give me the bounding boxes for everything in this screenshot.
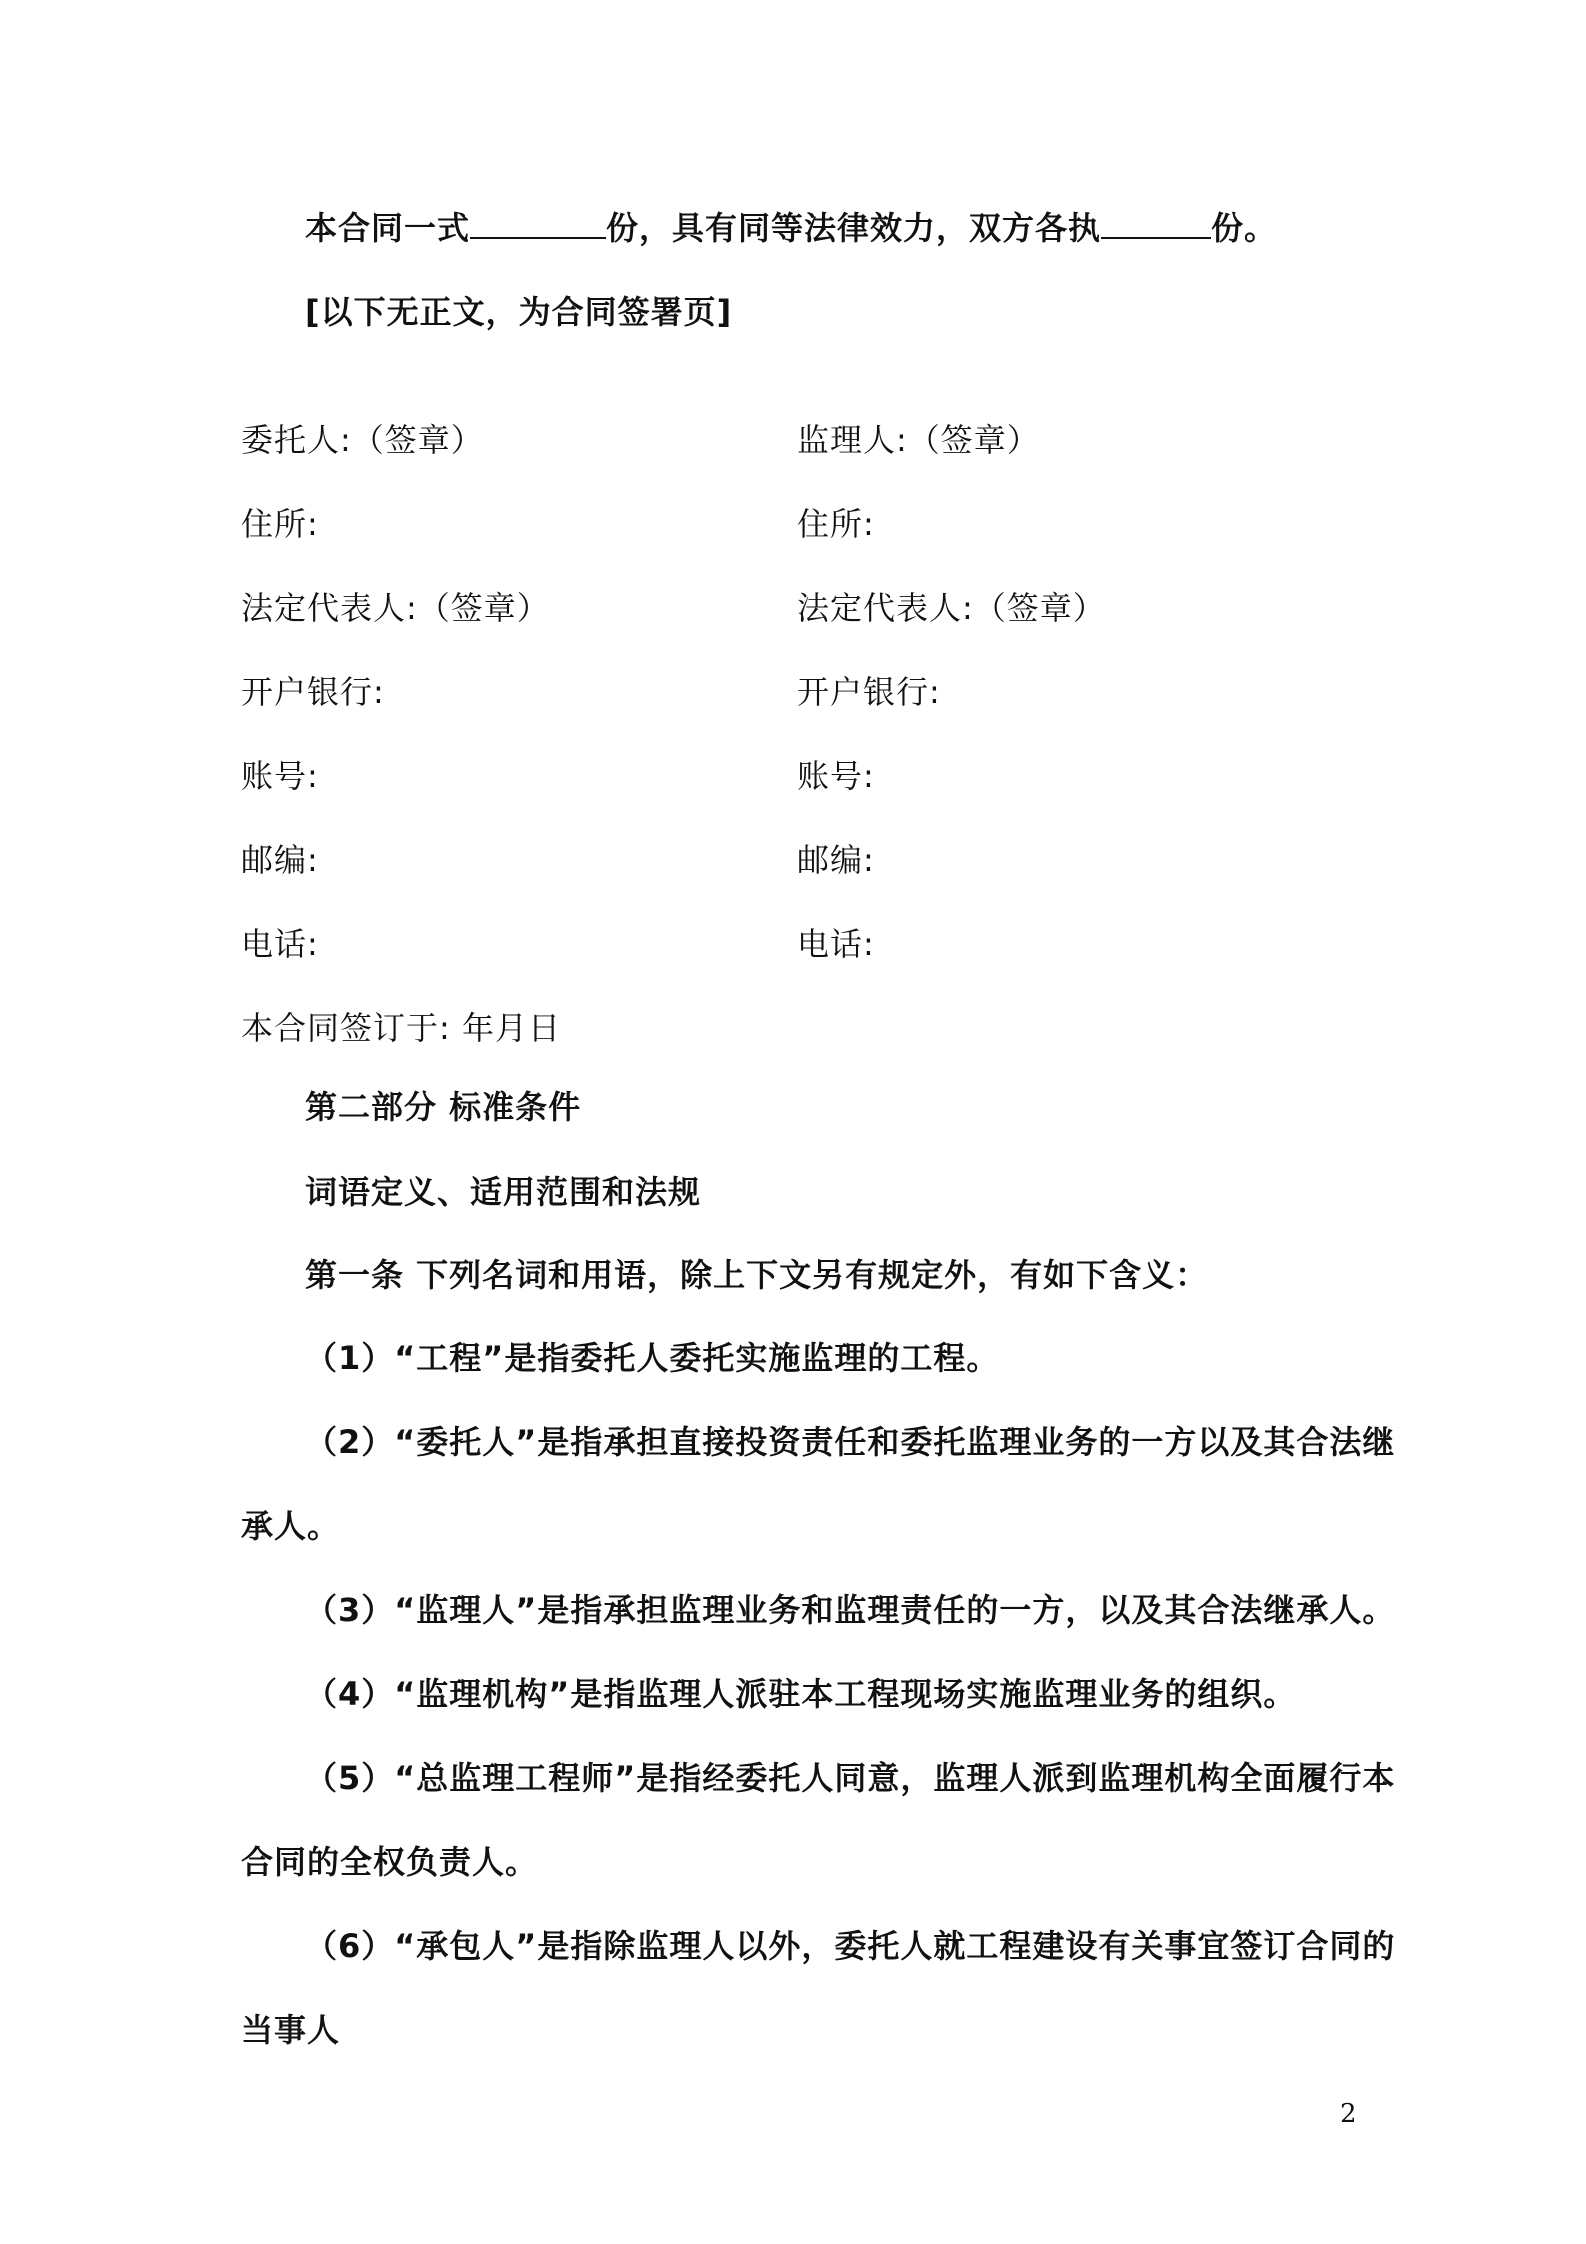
definition-2: （2）“委托人”是指承担直接投资责任和委托监理业务的一方以及其合法继 [305, 1423, 1396, 1461]
supervisor-legal-rep-label: 法定代表人:（签章） [797, 589, 1106, 627]
principal-bank-label: 开户银行: [241, 673, 385, 711]
article-1: 第一条 下列名词和用语，除上下文另有规定外，有如下含义： [305, 1256, 1209, 1294]
principal-legal-rep-label: 法定代表人:（签章） [241, 589, 550, 627]
definition-5: （5）“总监理工程师”是指经委托人同意，监理人派到监理机构全面履行本 [305, 1759, 1396, 1797]
supervisor-address-label: 住所: [797, 505, 875, 543]
definition-3: （3）“监理人”是指承担监理业务和监理责任的一方，以及其合法继承人。 [305, 1591, 1396, 1629]
no-text-note: [以下无正文，为合同签署页] [305, 293, 733, 331]
principal-account-label: 账号: [241, 757, 319, 795]
section-heading: 词语定义、适用范围和法规 [305, 1173, 702, 1211]
supervisor-phone-label: 电话: [797, 925, 875, 963]
definition-6: （6）“承包人”是指除监理人以外，委托人就工程建设有关事宜签订合同的 [305, 1927, 1396, 1965]
copies-clause-part3: 份。 [1211, 209, 1278, 247]
definition-6-continued: 当事人 [241, 2011, 341, 2049]
principal-address-label: 住所: [241, 505, 319, 543]
signed-on-date: 本合同签订于: 年月日 [241, 1009, 561, 1047]
principal-phone-label: 电话: [241, 925, 319, 963]
principal-signature-label: 委托人:（签章） [241, 421, 484, 459]
copies-clause-part2: 份，具有同等法律效力，双方各执 [606, 209, 1102, 247]
each-party-count-blank [1101, 207, 1211, 239]
supervisor-signature-label: 监理人:（签章） [797, 421, 1040, 459]
definition-2-continued: 承人。 [241, 1507, 341, 1545]
definition-1: （1）“工程”是指委托人委托实施监理的工程。 [305, 1339, 1000, 1377]
definition-4: （4）“监理机构”是指监理人派驻本工程现场实施监理业务的组织。 [305, 1675, 1297, 1713]
copies-count-blank [470, 207, 606, 239]
principal-postcode-label: 邮编: [241, 841, 319, 879]
copies-clause-part1: 本合同一式 [305, 209, 471, 247]
supervisor-account-label: 账号: [797, 757, 875, 795]
part-heading: 第二部分 标准条件 [305, 1088, 582, 1126]
supervisor-bank-label: 开户银行: [797, 673, 941, 711]
supervisor-postcode-label: 邮编: [797, 841, 875, 879]
definition-5-continued: 合同的全权负责人。 [241, 1843, 539, 1881]
copies-clause [305, 206, 1277, 250]
page-number: 2 [1340, 2099, 1357, 2129]
